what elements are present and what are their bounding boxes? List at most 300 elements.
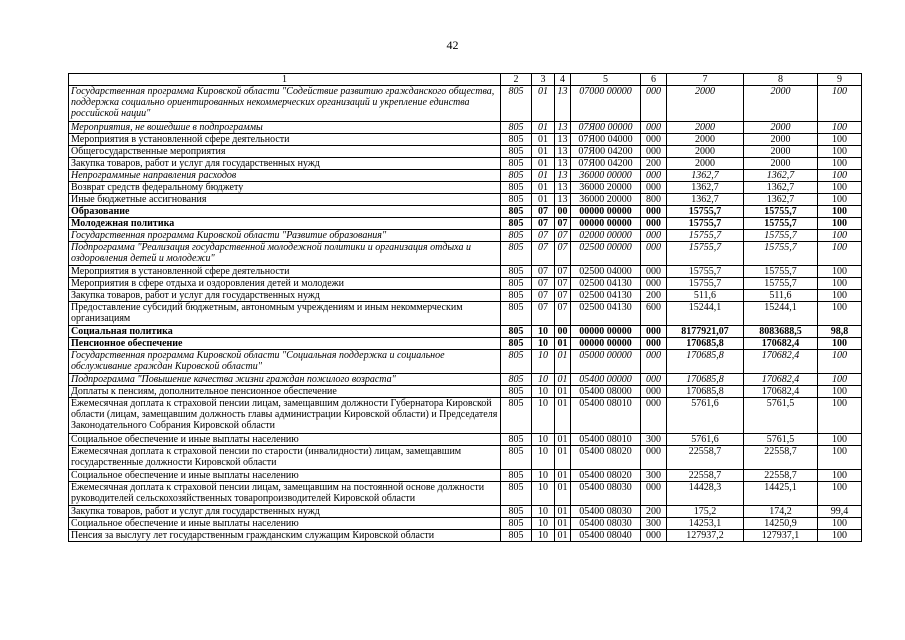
row-name-cell: Общегосударственные мероприятия xyxy=(69,146,501,158)
row-value-cell: 2000 xyxy=(744,158,818,170)
row-value-cell: 000 xyxy=(641,182,667,194)
row-value-cell: 805 xyxy=(501,182,532,194)
row-value-cell: 15755,7 xyxy=(667,230,744,242)
row-value-cell: 15755,7 xyxy=(667,242,744,266)
row-value-cell: 02500 04130 xyxy=(571,302,641,326)
row-value-cell: 100 xyxy=(818,146,862,158)
table-row xyxy=(69,134,862,146)
row-value-cell: 100 xyxy=(818,518,862,530)
row-value-cell: 01 xyxy=(555,350,571,374)
row-value-cell: 02500 04130 xyxy=(571,290,641,302)
row-value-cell: 05400 08010 xyxy=(571,434,641,446)
row-name-cell: Закупка товаров, работ и услуг для государственных нужд xyxy=(69,506,501,518)
row-value-cell: 805 xyxy=(501,86,532,122)
row-value-cell: 805 xyxy=(501,158,532,170)
row-value-cell: 01 xyxy=(532,158,555,170)
row-name-cell: Государственная программа Кировской области "Развитие образования" xyxy=(69,230,501,242)
row-value-cell: 805 xyxy=(501,386,532,398)
row-value-cell: 13 xyxy=(555,158,571,170)
row-value-cell: 2000 xyxy=(667,122,744,134)
table-row xyxy=(69,338,862,350)
row-value-cell: 01 xyxy=(555,374,571,386)
row-value-cell: 00000 00000 xyxy=(571,326,641,338)
row-value-cell: 100 xyxy=(818,530,862,542)
row-value-cell: 00000 00000 xyxy=(571,218,641,230)
row-value-cell: 07 xyxy=(555,218,571,230)
row-value-cell: 15755,7 xyxy=(744,242,818,266)
table-row xyxy=(69,350,862,374)
table-row xyxy=(69,446,862,470)
row-value-cell: 100 xyxy=(818,170,862,182)
row-value-cell: 01 xyxy=(532,194,555,206)
row-value-cell: 07 xyxy=(532,290,555,302)
row-value-cell: 127937,1 xyxy=(744,530,818,542)
row-value-cell: 15755,7 xyxy=(744,206,818,218)
row-value-cell: 07 xyxy=(532,206,555,218)
row-value-cell: 2000 xyxy=(667,158,744,170)
row-name-cell: Непрограммные направления расходов xyxy=(69,170,501,182)
row-value-cell: 10 xyxy=(532,338,555,350)
row-value-cell: 07 xyxy=(532,218,555,230)
row-value-cell: 805 xyxy=(501,146,532,158)
row-value-cell: 170682,4 xyxy=(744,374,818,386)
row-value-cell: 805 xyxy=(501,266,532,278)
row-value-cell: 000 xyxy=(641,482,667,506)
header-cell: 1 xyxy=(69,74,501,86)
header-cell: 8 xyxy=(744,74,818,86)
table-row xyxy=(69,218,862,230)
row-value-cell: 5761,5 xyxy=(744,398,818,434)
row-value-cell: 02500 00000 xyxy=(571,242,641,266)
row-value-cell: 01 xyxy=(555,434,571,446)
row-name-cell: Образование xyxy=(69,206,501,218)
row-name-cell: Закупка товаров, работ и услуг для государственных нужд xyxy=(69,158,501,170)
row-value-cell: 07 xyxy=(532,266,555,278)
row-value-cell: 2000 xyxy=(667,134,744,146)
table-row xyxy=(69,470,862,482)
row-name-cell: Возврат средств федеральному бюджету xyxy=(69,182,501,194)
row-value-cell: 805 xyxy=(501,350,532,374)
row-name-cell: Ежемесячная доплата к страховой пенсии по старости (инвалидности) лицам, замещавшим государственные должности Кировской области xyxy=(69,446,501,470)
row-value-cell: 13 xyxy=(555,86,571,122)
row-value-cell: 15755,7 xyxy=(744,218,818,230)
row-value-cell: 10 xyxy=(532,374,555,386)
row-name-cell: Подпрограмма "Повышение качества жизни граждан пожилого возраста" xyxy=(69,374,501,386)
row-value-cell: 000 xyxy=(641,530,667,542)
row-value-cell: 1362,7 xyxy=(744,194,818,206)
row-value-cell: 07 xyxy=(555,278,571,290)
row-value-cell: 14425,1 xyxy=(744,482,818,506)
row-value-cell: 22558,7 xyxy=(744,446,818,470)
row-value-cell: 800 xyxy=(641,194,667,206)
row-value-cell: 00 xyxy=(555,326,571,338)
row-value-cell: 22558,7 xyxy=(667,446,744,470)
row-value-cell: 07 xyxy=(555,266,571,278)
table-row xyxy=(69,434,862,446)
row-value-cell: 00000 00000 xyxy=(571,338,641,350)
row-value-cell: 15755,7 xyxy=(667,266,744,278)
row-value-cell: 07 xyxy=(532,230,555,242)
row-value-cell: 05400 08010 xyxy=(571,398,641,434)
row-value-cell: 100 xyxy=(818,290,862,302)
table-row xyxy=(69,170,862,182)
row-name-cell: Социальное обеспечение и иные выплаты населению xyxy=(69,434,501,446)
row-value-cell: 5761,5 xyxy=(744,434,818,446)
table-row xyxy=(69,386,862,398)
row-value-cell: 07 xyxy=(532,242,555,266)
table-row xyxy=(69,326,862,338)
row-value-cell: 170682,4 xyxy=(744,350,818,374)
row-value-cell: 000 xyxy=(641,230,667,242)
row-value-cell: 805 xyxy=(501,434,532,446)
row-value-cell: 805 xyxy=(501,374,532,386)
row-value-cell: 10 xyxy=(532,434,555,446)
row-name-cell: Иные бюджетные ассигнования xyxy=(69,194,501,206)
row-value-cell: 200 xyxy=(641,158,667,170)
row-value-cell: 100 xyxy=(818,218,862,230)
row-value-cell: 805 xyxy=(501,278,532,290)
row-name-cell: Ежемесячная доплата к страховой пенсии лицам, замещавшим должности Губернатора Кировской области (лицам, замещавшим должность главы администрации Кировской области) и Председателя Законодательного Собрания Кировской области xyxy=(69,398,501,434)
row-value-cell: 100 xyxy=(818,338,862,350)
row-name-cell: Социальная политика xyxy=(69,326,501,338)
row-value-cell: 000 xyxy=(641,86,667,122)
row-value-cell: 000 xyxy=(641,446,667,470)
table-row xyxy=(69,530,862,542)
row-value-cell: 300 xyxy=(641,470,667,482)
row-value-cell: 13 xyxy=(555,134,571,146)
row-value-cell: 05400 08030 xyxy=(571,482,641,506)
row-value-cell: 01 xyxy=(555,446,571,470)
row-name-cell: Социальное обеспечение и иные выплаты населению xyxy=(69,470,501,482)
row-value-cell: 1362,7 xyxy=(667,182,744,194)
row-value-cell: 100 xyxy=(818,86,862,122)
table-row xyxy=(69,482,862,506)
table-header-row xyxy=(69,74,862,86)
row-value-cell: 02500 04130 xyxy=(571,278,641,290)
row-name-cell: Мероприятия в установленной сфере деятельности xyxy=(69,266,501,278)
row-value-cell: 805 xyxy=(501,122,532,134)
row-value-cell: 000 xyxy=(641,386,667,398)
row-value-cell: 000 xyxy=(641,242,667,266)
table-row xyxy=(69,206,862,218)
row-value-cell: 01 xyxy=(555,338,571,350)
row-value-cell: 805 xyxy=(501,302,532,326)
row-value-cell: 10 xyxy=(532,446,555,470)
row-value-cell: 07 xyxy=(532,278,555,290)
row-value-cell: 100 xyxy=(818,350,862,374)
row-value-cell: 10 xyxy=(532,386,555,398)
row-value-cell: 100 xyxy=(818,194,862,206)
budget-table xyxy=(68,73,862,542)
row-value-cell: 100 xyxy=(818,134,862,146)
row-value-cell: 10 xyxy=(532,350,555,374)
row-value-cell: 5761,6 xyxy=(667,434,744,446)
header-cell: 7 xyxy=(667,74,744,86)
table-row xyxy=(69,290,862,302)
table-row xyxy=(69,122,862,134)
row-value-cell: 805 xyxy=(501,170,532,182)
table-row xyxy=(69,506,862,518)
row-name-cell: Государственная программа Кировской области "Содействие развитию гражданского общества, поддержка социально ориентированных некоммерческих организаций и укрепление единства российской нации" xyxy=(69,86,501,122)
row-name-cell: Мероприятия в установленной сфере деятельности xyxy=(69,134,501,146)
row-value-cell: 1362,7 xyxy=(667,170,744,182)
row-value-cell: 1362,7 xyxy=(744,182,818,194)
row-value-cell: 07Я00 00000 xyxy=(571,122,641,134)
row-value-cell: 2000 xyxy=(744,146,818,158)
row-value-cell: 300 xyxy=(641,434,667,446)
row-value-cell: 13 xyxy=(555,122,571,134)
row-value-cell: 000 xyxy=(641,206,667,218)
row-value-cell: 01 xyxy=(532,134,555,146)
row-value-cell: 1362,7 xyxy=(744,170,818,182)
row-value-cell: 170685,8 xyxy=(667,386,744,398)
row-value-cell: 100 xyxy=(818,398,862,434)
row-value-cell: 805 xyxy=(501,194,532,206)
table-row xyxy=(69,398,862,434)
row-value-cell: 805 xyxy=(501,230,532,242)
row-value-cell: 07 xyxy=(555,302,571,326)
row-value-cell: 99,4 xyxy=(818,506,862,518)
table-row xyxy=(69,302,862,326)
table-row xyxy=(69,266,862,278)
row-value-cell: 05400 08000 xyxy=(571,386,641,398)
row-value-cell: 2000 xyxy=(667,86,744,122)
row-value-cell: 170685,8 xyxy=(667,374,744,386)
row-value-cell: 02500 04000 xyxy=(571,266,641,278)
table-row xyxy=(69,374,862,386)
row-value-cell: 15755,7 xyxy=(667,218,744,230)
row-value-cell: 170685,8 xyxy=(667,338,744,350)
row-value-cell: 8083688,5 xyxy=(744,326,818,338)
row-value-cell: 07Я00 04200 xyxy=(571,146,641,158)
row-name-cell: Мероприятия, не вошедшие в подпрограммы xyxy=(69,122,501,134)
row-value-cell: 10 xyxy=(532,518,555,530)
row-name-cell: Молодежная политика xyxy=(69,218,501,230)
row-value-cell: 000 xyxy=(641,278,667,290)
row-value-cell: 100 xyxy=(818,230,862,242)
row-value-cell: 100 xyxy=(818,182,862,194)
row-value-cell: 05000 00000 xyxy=(571,350,641,374)
row-value-cell: 000 xyxy=(641,326,667,338)
row-name-cell: Социальное обеспечение и иные выплаты населению xyxy=(69,518,501,530)
row-name-cell: Доплаты к пенсиям, дополнительное пенсионное обеспечение xyxy=(69,386,501,398)
row-name-cell: Подпрограмма "Реализация государственной молодежной политики и организация отдыха и оздоровления детей и молодежи" xyxy=(69,242,501,266)
row-value-cell: 13 xyxy=(555,170,571,182)
table-row xyxy=(69,242,862,266)
row-value-cell: 15755,7 xyxy=(744,230,818,242)
row-value-cell: 14428,3 xyxy=(667,482,744,506)
row-value-cell: 01 xyxy=(532,170,555,182)
row-value-cell: 05400 08030 xyxy=(571,506,641,518)
row-value-cell: 000 xyxy=(641,170,667,182)
row-value-cell: 07 xyxy=(555,242,571,266)
row-value-cell: 22558,7 xyxy=(744,470,818,482)
table-row xyxy=(69,194,862,206)
header-cell: 2 xyxy=(501,74,532,86)
row-value-cell: 8177921,07 xyxy=(667,326,744,338)
row-value-cell: 511,6 xyxy=(667,290,744,302)
table-row xyxy=(69,278,862,290)
row-name-cell: Мероприятия в сфере отдыха и оздоровления детей и молодежи xyxy=(69,278,501,290)
row-value-cell: 2000 xyxy=(744,86,818,122)
row-value-cell: 05400 08040 xyxy=(571,530,641,542)
row-name-cell: Пенсия за выслугу лет государственным гражданским служащим Кировской области xyxy=(69,530,501,542)
row-value-cell: 07 xyxy=(555,230,571,242)
row-value-cell: 13 xyxy=(555,146,571,158)
row-value-cell: 05400 08020 xyxy=(571,470,641,482)
row-value-cell: 805 xyxy=(501,446,532,470)
row-value-cell: 100 xyxy=(818,278,862,290)
row-value-cell: 22558,7 xyxy=(667,470,744,482)
row-value-cell: 000 xyxy=(641,134,667,146)
row-value-cell: 100 xyxy=(818,446,862,470)
row-name-cell: Ежемесячная доплата к страховой пенсии лицам, замещавшим на постоянной основе должности руководителей сельскохозяйственных товаропроизводителей Кировской области xyxy=(69,482,501,506)
row-value-cell: 2000 xyxy=(744,134,818,146)
row-value-cell: 07 xyxy=(555,290,571,302)
row-value-cell: 10 xyxy=(532,482,555,506)
row-value-cell: 36000 20000 xyxy=(571,182,641,194)
header-cell: 5 xyxy=(571,74,641,86)
row-value-cell: 100 xyxy=(818,374,862,386)
row-value-cell: 00 xyxy=(555,206,571,218)
row-value-cell: 10 xyxy=(532,398,555,434)
row-value-cell: 01 xyxy=(555,386,571,398)
row-value-cell: 15755,7 xyxy=(667,206,744,218)
row-value-cell: 805 xyxy=(501,326,532,338)
row-value-cell: 36000 20000 xyxy=(571,194,641,206)
row-value-cell: 10 xyxy=(532,506,555,518)
row-value-cell: 05400 00000 xyxy=(571,374,641,386)
row-value-cell: 100 xyxy=(818,266,862,278)
row-value-cell: 100 xyxy=(818,242,862,266)
row-value-cell: 127937,2 xyxy=(667,530,744,542)
header-cell: 4 xyxy=(555,74,571,86)
row-value-cell: 100 xyxy=(818,122,862,134)
header-cell: 3 xyxy=(532,74,555,86)
row-value-cell: 100 xyxy=(818,482,862,506)
row-value-cell: 1362,7 xyxy=(667,194,744,206)
row-value-cell: 10 xyxy=(532,470,555,482)
row-value-cell: 170682,4 xyxy=(744,386,818,398)
row-value-cell: 10 xyxy=(532,530,555,542)
row-value-cell: 01 xyxy=(555,530,571,542)
row-value-cell: 07000 00000 xyxy=(571,86,641,122)
row-value-cell: 805 xyxy=(501,290,532,302)
row-value-cell: 100 xyxy=(818,206,862,218)
header-cell: 9 xyxy=(818,74,862,86)
row-value-cell: 02000 00000 xyxy=(571,230,641,242)
row-value-cell: 01 xyxy=(532,182,555,194)
row-value-cell: 200 xyxy=(641,506,667,518)
row-value-cell: 13 xyxy=(555,182,571,194)
row-value-cell: 805 xyxy=(501,218,532,230)
row-value-cell: 01 xyxy=(555,398,571,434)
row-value-cell: 2000 xyxy=(667,146,744,158)
row-value-cell: 100 xyxy=(818,434,862,446)
row-name-cell: Государственная программа Кировской области "Социальная поддержка и социальное обслуживание граждан Кировской области" xyxy=(69,350,501,374)
page-number: 42 xyxy=(446,38,459,52)
row-value-cell: 000 xyxy=(641,146,667,158)
row-value-cell: 98,8 xyxy=(818,326,862,338)
row-value-cell: 05400 08020 xyxy=(571,446,641,470)
row-value-cell: 000 xyxy=(641,338,667,350)
row-value-cell: 5761,6 xyxy=(667,398,744,434)
row-value-cell: 000 xyxy=(641,266,667,278)
row-value-cell: 000 xyxy=(641,398,667,434)
row-value-cell: 100 xyxy=(818,470,862,482)
row-value-cell: 36000 00000 xyxy=(571,170,641,182)
row-value-cell: 100 xyxy=(818,386,862,398)
row-value-cell: 805 xyxy=(501,206,532,218)
row-value-cell: 15755,7 xyxy=(744,266,818,278)
row-value-cell: 15244,1 xyxy=(744,302,818,326)
row-value-cell: 805 xyxy=(501,134,532,146)
row-value-cell: 170685,8 xyxy=(667,350,744,374)
row-value-cell: 14250,9 xyxy=(744,518,818,530)
table-body xyxy=(69,74,862,542)
row-value-cell: 300 xyxy=(641,518,667,530)
row-value-cell: 600 xyxy=(641,302,667,326)
row-name-cell: Закупка товаров, работ и услуг для государственных нужд xyxy=(69,290,501,302)
row-value-cell: 511,6 xyxy=(744,290,818,302)
row-value-cell: 805 xyxy=(501,506,532,518)
row-value-cell: 01 xyxy=(532,86,555,122)
row-value-cell: 805 xyxy=(501,482,532,506)
row-value-cell: 175,2 xyxy=(667,506,744,518)
row-value-cell: 10 xyxy=(532,326,555,338)
row-value-cell: 01 xyxy=(555,482,571,506)
row-value-cell: 000 xyxy=(641,350,667,374)
row-value-cell: 805 xyxy=(501,398,532,434)
row-value-cell: 07Я00 04200 xyxy=(571,158,641,170)
row-value-cell: 200 xyxy=(641,290,667,302)
row-value-cell: 805 xyxy=(501,242,532,266)
row-value-cell: 000 xyxy=(641,122,667,134)
table-row xyxy=(69,182,862,194)
table-row xyxy=(69,86,862,122)
row-value-cell: 15755,7 xyxy=(667,278,744,290)
row-value-cell: 01 xyxy=(532,146,555,158)
row-value-cell: 01 xyxy=(555,470,571,482)
row-value-cell: 100 xyxy=(818,302,862,326)
row-value-cell: 14253,1 xyxy=(667,518,744,530)
row-name-cell: Пенсионное обеспечение xyxy=(69,338,501,350)
row-value-cell: 01 xyxy=(532,122,555,134)
row-value-cell: 05400 08030 xyxy=(571,518,641,530)
row-value-cell: 2000 xyxy=(744,122,818,134)
row-value-cell: 805 xyxy=(501,518,532,530)
row-value-cell: 174,2 xyxy=(744,506,818,518)
row-value-cell: 01 xyxy=(555,506,571,518)
row-value-cell: 15244,1 xyxy=(667,302,744,326)
row-value-cell: 01 xyxy=(555,518,571,530)
row-value-cell: 170682,4 xyxy=(744,338,818,350)
row-value-cell: 805 xyxy=(501,470,532,482)
row-value-cell: 00000 00000 xyxy=(571,206,641,218)
row-name-cell: Предоставление субсидий бюджетным, автономным учреждениям и иным некоммерческим организациям xyxy=(69,302,501,326)
table-row xyxy=(69,230,862,242)
row-value-cell: 100 xyxy=(818,158,862,170)
table-row xyxy=(69,518,862,530)
row-value-cell: 000 xyxy=(641,374,667,386)
row-value-cell: 805 xyxy=(501,338,532,350)
header-cell: 6 xyxy=(641,74,667,86)
row-value-cell: 000 xyxy=(641,218,667,230)
row-value-cell: 805 xyxy=(501,530,532,542)
row-value-cell: 15755,7 xyxy=(744,278,818,290)
row-value-cell: 07 xyxy=(532,302,555,326)
row-value-cell: 07Я00 04000 xyxy=(571,134,641,146)
